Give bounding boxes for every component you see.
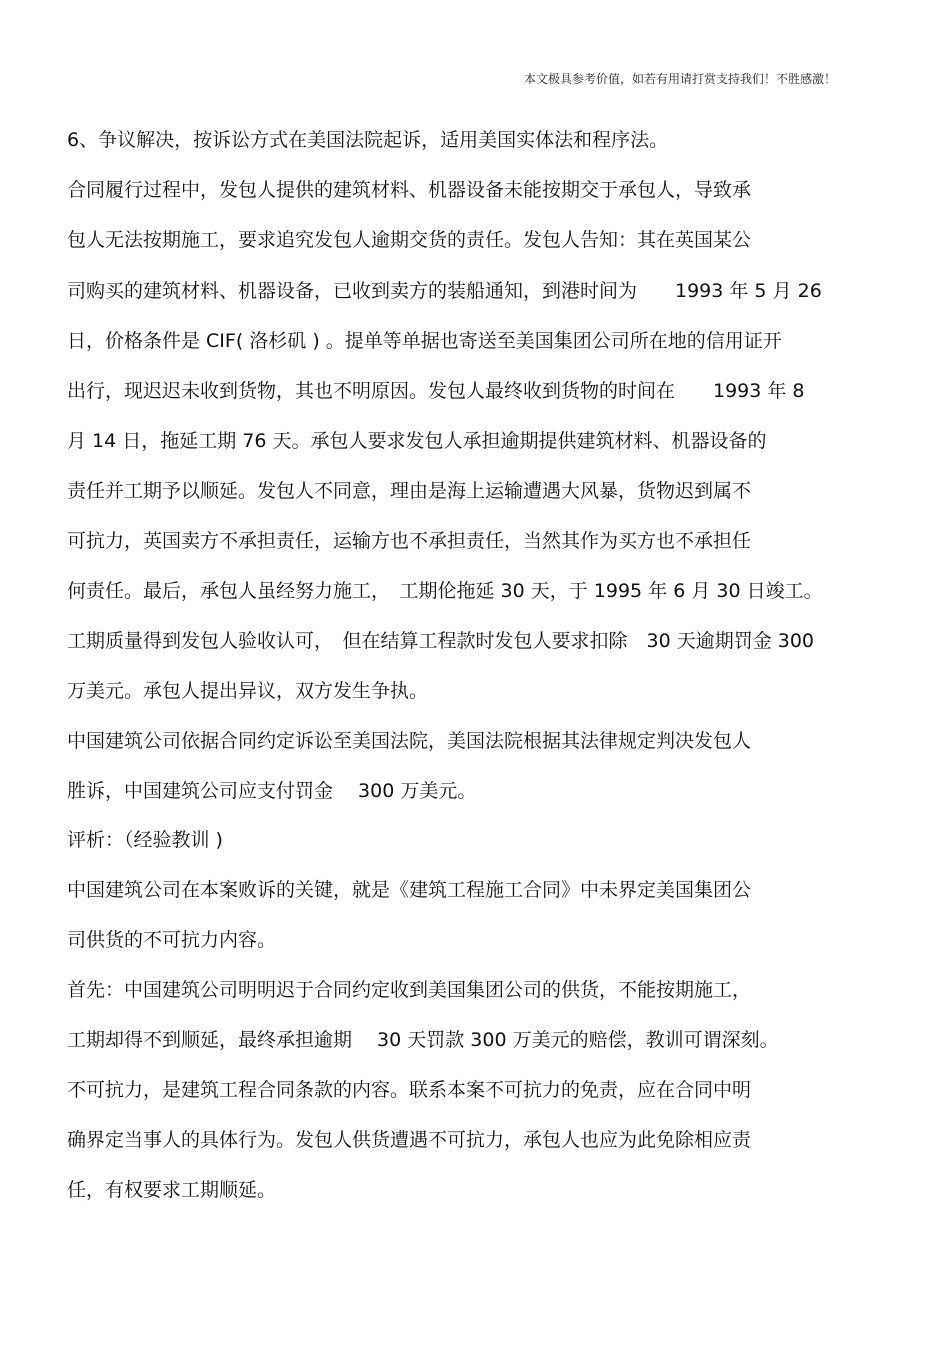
- text-line: 胜诉，中国建筑公司应支付罚金 300 万美元。: [67, 780, 477, 802]
- text-line: 月 14 日，拖延工期 76 天。承包人要求发包人承担逾期提供建筑材料、机器设备的: [67, 430, 767, 452]
- text-line: 司购买的建筑材料、机器设备，已收到卖方的装船通知，到港时间为 1993 年 5 月 26: [67, 280, 822, 302]
- text-line: 何责任。最后，承包人虽经努力施工， 工期伦拖延 30 天，于 1995 年 6 月 30 日竣工。: [67, 580, 823, 602]
- text-line: 6、争议解决，按诉讼方式在美国法院起诉，适用美国实体法和程序法。: [67, 129, 669, 151]
- text-line: 任，有权要求工期顺延。: [67, 1179, 277, 1201]
- text-line: 工期质量得到发包人验收认可， 但在结算工程款时发包人要求扣除 30 天逾期罚金 300: [67, 630, 815, 652]
- text-line: 合同履行过程中，发包人提供的建筑材料、机器设备未能按期交于承包人，导致承: [67, 179, 752, 201]
- text-line: 万美元。承包人提出异议，双方发生争执。: [67, 680, 429, 702]
- text-line: 首先：中国建筑公司明明迟于合同约定收到美国集团公司的供货，不能按期施工，: [67, 979, 752, 1001]
- text-line: 出行，现迟迟未收到货物，其也不明原因。发包人最终收到货物的时间在 1993 年 8: [67, 380, 805, 402]
- text-line: 确界定当事人的具体行为。发包人供货遭遇不可抗力，承包人也应为此免除相应责: [67, 1129, 752, 1151]
- section-heading: 评析：（经验教训 ): [67, 829, 223, 851]
- text-line: 工期却得不到顺延，最终承担逾期 30 天罚款 300 万美元的赔偿，教训可谓深刻。: [67, 1029, 779, 1051]
- text-line: 责任并工期予以顺延。发包人不同意，理由是海上运输遭遇大风暴，货物迟到属不: [67, 480, 752, 502]
- header-note: 本文极具参考价值，如若有用请打赏支持我们！不胜感激！: [523, 72, 836, 86]
- text-line: 不可抗力，是建筑工程合同条款的内容。联系本案不可抗力的免责，应在合同中明: [67, 1079, 752, 1101]
- text-line: 司供货的不可抗力内容。: [67, 929, 277, 951]
- text-line: 可抗力，英国卖方不承担责任，运输方也不承担责任，当然其作为买方也不承担任: [67, 530, 752, 552]
- text-line: 包人无法按期施工，要求追究发包人逾期交货的责任。发包人告知：其在英国某公: [67, 229, 752, 251]
- text-line: 中国建筑公司依据合同约定诉讼至美国法院，美国法院根据其法律规定判决发包人: [67, 730, 752, 752]
- text-line: 日，价格条件是 CIF( 洛杉矶 ) 。提单等单据也寄送至美国集团公司所在地的信用证开: [67, 330, 782, 352]
- text-line: 中国建筑公司在本案败诉的关键，就是《建筑工程施工合同》中未界定美国集团公: [67, 879, 752, 901]
